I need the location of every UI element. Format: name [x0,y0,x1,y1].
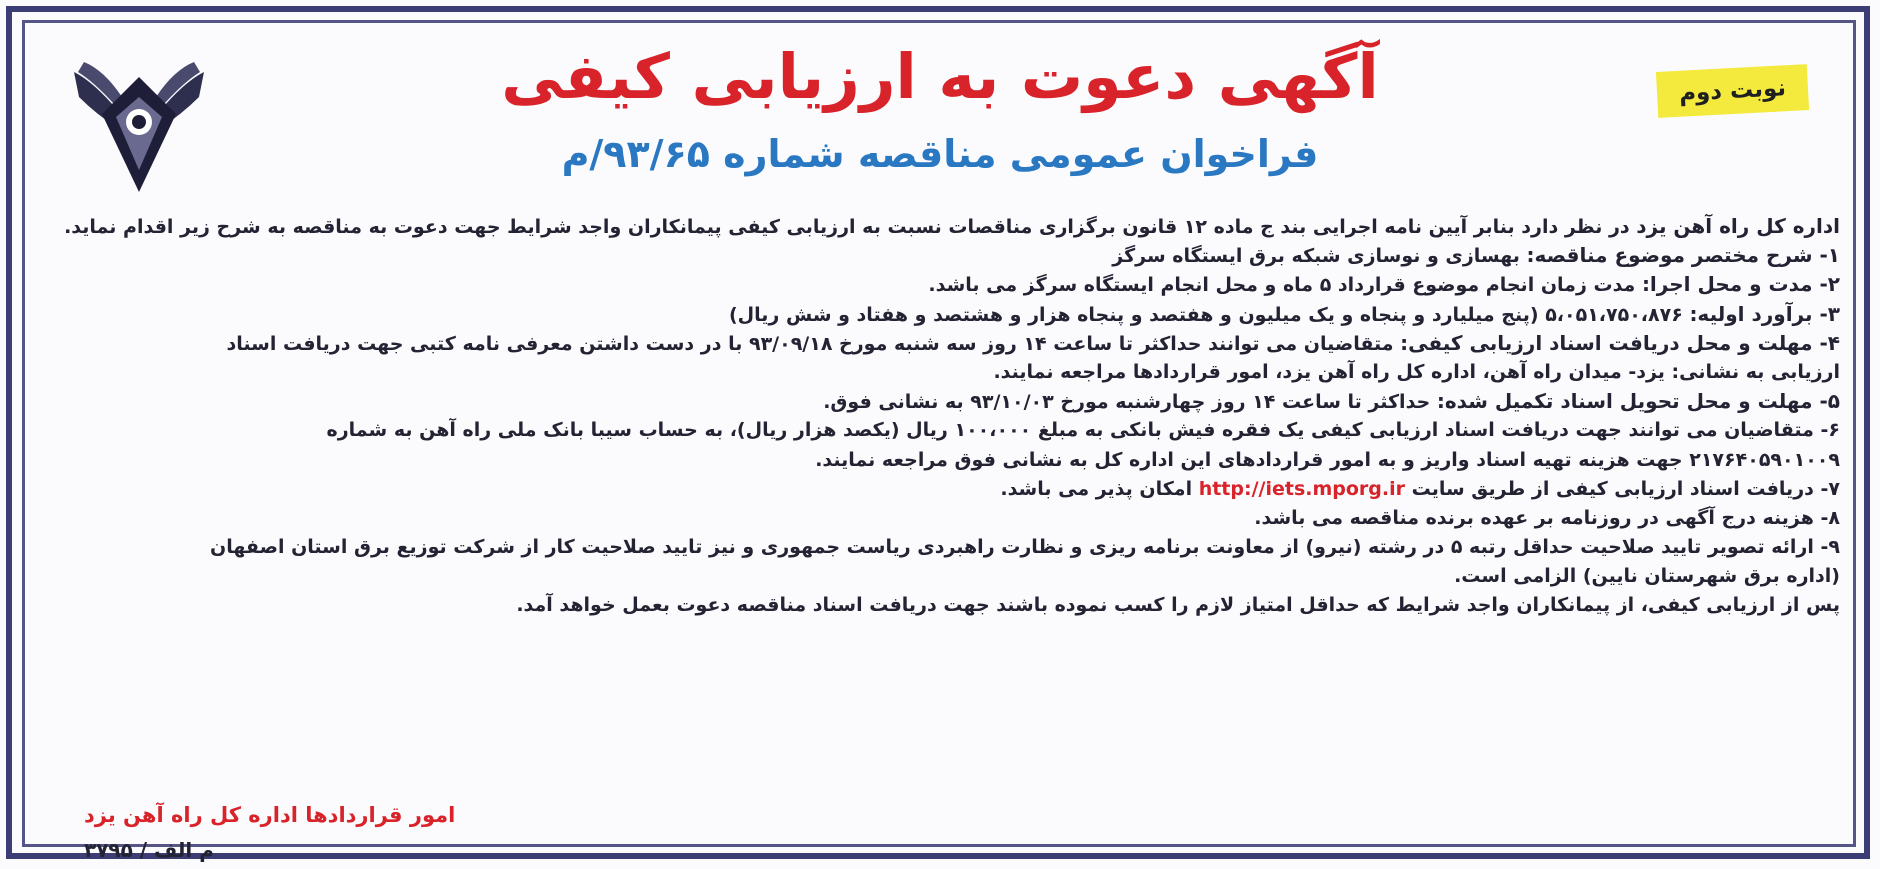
item-lead: ۲- مدت و محل اجرا: [1641,272,1840,297]
item-text: (اداره برق شهرستان نایین) الزامی است. [1454,565,1840,588]
item-text: بهسازی و نوسازی شبکه برق ایستگاه سرگز [1112,245,1527,268]
signature: امور قراردادها اداره کل راه آهن یزد [84,803,456,827]
item-6-cont [60,446,1840,475]
ad-code: م الف / ۳۷۹۵ [84,838,214,862]
item-lead: ۵- مهلت و محل تحویل اسناد تکمیل شده: [1436,389,1840,414]
item-4 [60,329,1840,358]
item-4-cont [60,358,1840,387]
item-1 [60,241,1840,270]
intro-text: در نظر دارد بنابر آیین نامه اجرایی بند ج ماده ۱۲ قانون برگزاری مناقصات نسبت به ارزیابی کیفی پیمانکاران واجد شرایط جهت دعوت به مناقصه به شرح زیر اقدام نماید. [64,216,1637,238]
item-text: ۹- ارائه تصویر تایید صلاحیت حداقل رتبه ۵ در رشته (نیرو) از معاونت برنامه ریزی و نظارت راهبردی ریاست جمهوری و نیز تایید صلاحیت کار از شرکت توزیع برق استان اصفهان [210,536,1840,559]
notice-body [60,212,1840,621]
item-text: ارزیابی به نشانی: یزد- میدان راه آهن، اداره کل راه آهن یزد، امور قراردادها مراجعه نمایند. [993,360,1840,383]
item-5 [60,387,1840,416]
item-8 [60,504,1840,533]
item-9-cont [60,562,1840,591]
item-2 [60,270,1840,299]
item-3 [60,300,1840,329]
item-lead: ۳- برآورد اولیه: [1689,301,1840,326]
org-name: اداره کل راه آهن یزد [1636,214,1840,238]
tender-subtitle: فراخوان عمومی مناقصه شماره ۹۳/۶۵/م [561,132,1319,176]
item-lead: ۱- شرح مختصر موضوع مناقصه: [1526,243,1840,268]
item-text: ۸- هزینه درج آگهی در روزنامه بر عهده برنده مناقصه می باشد. [1254,506,1840,529]
intro-line [60,212,1840,241]
item-text: ۲۱۷۶۴۰۵۹۰۱۰۰۹ جهت هزینه تهیه اسناد واریز و به امور قراردادهای این اداره کل به نشانی فوق مراجعه نمایند. [815,448,1840,471]
item-text: ۶- متقاضیان می توانند جهت دریافت اسناد ارزیابی کیفی یک فقره فیش بانکی به مبلغ ۱۰۰،۰۰۰ ریال (یکصد هزار ریال)، به حساب سیبا بانک ملی راه آهن به شماره [326,419,1840,442]
item-lead: ۴- مهلت و محل دریافت اسناد ارزیابی کیفی: [1400,330,1840,355]
item-text: ۵،۰۵۱،۷۵۰،۸۷۶ (پنج میلیارد و پنجاه و یک میلیون و هفتصد و پنجاه هزار و هشتصد و هفتاد و شش ریال) [728,303,1690,326]
closing-line [60,591,1840,620]
item-text: ۷- دریافت اسناد ارزیابی کیفی از طریق سایت [1405,477,1840,500]
item-text: حداکثر تا ساعت ۱۴ روز چهارشنبه مورخ ۹۳/۱۰/۰۳ به نشانی فوق. [823,391,1437,414]
item-6 [60,416,1840,445]
item-text: امکان پذیر می باشد. [1000,477,1199,500]
documents-site-link[interactable]: http://iets.mporg.ir [1198,477,1406,500]
item-text: پس از ارزیابی کیفی، از پیمانکاران واجد شرایط که حداقل امتیاز لازم را کسب نموده باشند جهت دریافت اسناد مناقصه دعوت بعمل خواهد آمد. [516,594,1840,617]
item-text: مدت زمان انجام موضوع قرارداد ۵ ماه و محل انجام ایستگاه سرگز می باشد. [928,274,1642,297]
notice-title: آگهی دعوت به ارزیابی کیفی [501,40,1379,113]
second-publication-badge: نوبت دوم [1656,64,1809,118]
item-7 [60,475,1840,504]
item-text: متقاضیان می توانند حداکثر تا ساعت ۱۴ روز سه شنبه مورخ ۹۳/۰۹/۱۸ با در دست داشتن معرفی نامه کتبی جهت دریافت اسناد [226,332,1401,355]
item-9 [60,533,1840,562]
